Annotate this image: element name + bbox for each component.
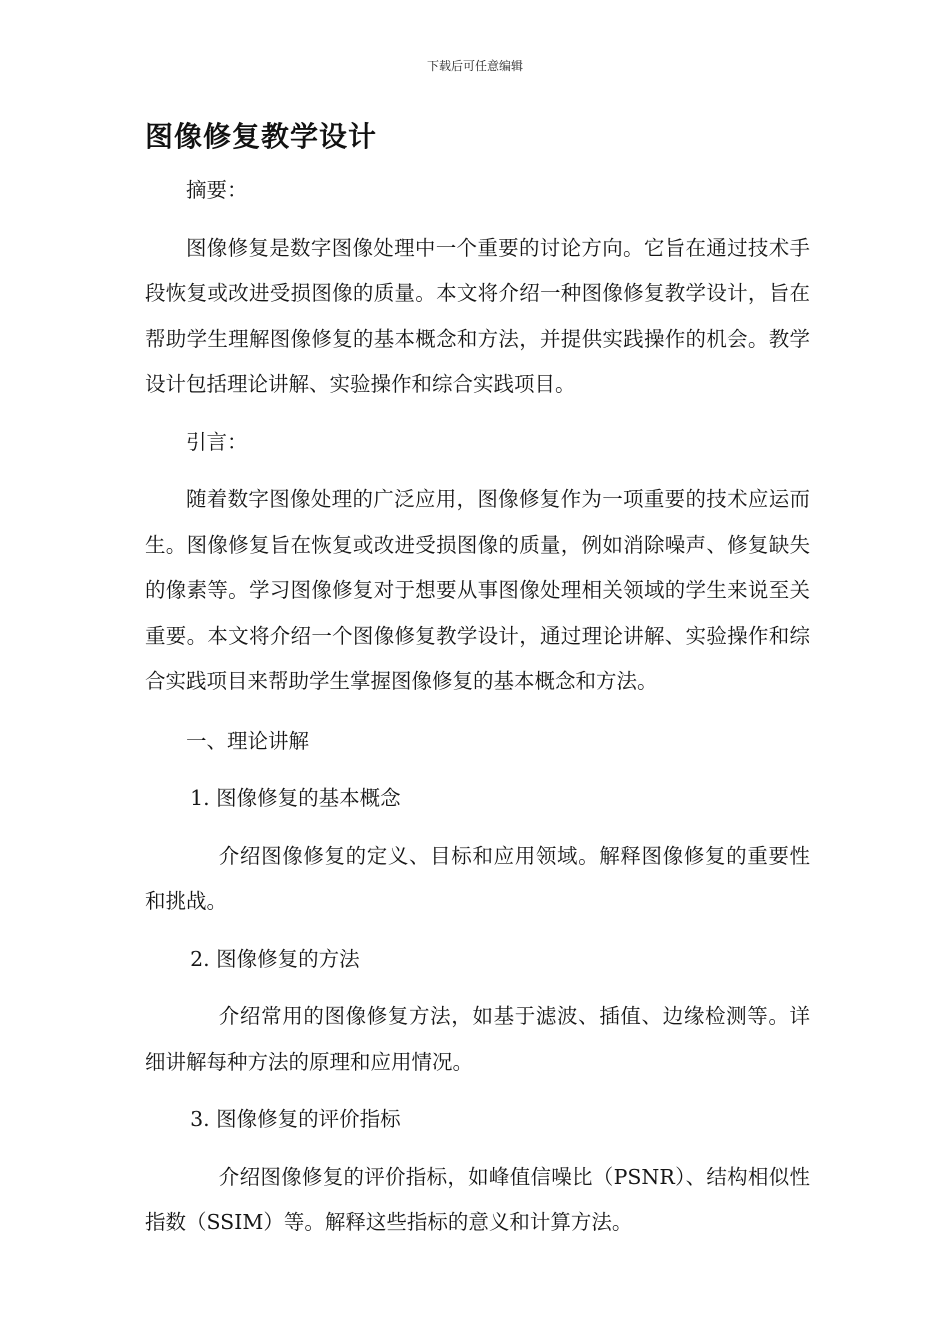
subsection-paragraph-1: 介绍图像修复的定义、目标和应用领域。解释图像修复的重要性和挑战。 (145, 843, 810, 913)
intro-paragraph: 随着数字图像处理的广泛应用，图像修复作为一项重要的技术应运而生。图像修复旨在恢复或改进受损图像的质量，例如消除噪声、修复缺失的像素等。学习图像修复对于想要从事图像处理相关领域的学生来说至关重要。本文将介绍一个图像修复教学设计，通过理论讲解、实验操作和综合实践项目来帮助学生掌握图像修复的基本概念和方法。 (145, 487, 810, 693)
subsection-paragraph-3: 介绍图像修复的评价指标，如峰值信噪比（PSNR）、结构相似性指数（SSIM）等。解释这些指标的意义和计算方法。 (145, 1164, 810, 1234)
abstract-paragraph: 图像修复是数字图像处理中一个重要的讨论方向。它旨在通过技术手段恢复或改进受损图像的质量。本文将介绍一种图像修复教学设计，旨在帮助学生理解图像修复的基本概念和方法，并提供实践操作的机会。教学设计包括理论讲解、实验操作和综合实践项目。 (145, 235, 810, 396)
abstract-label: 摘要： (186, 178, 248, 202)
document-body (145, 168, 810, 1246)
subsection-title-3: 3. 图像修复的评价指标 (190, 1107, 401, 1131)
page-header: 下载后可任意编辑 (426, 59, 523, 73)
intro-label: 引言： (186, 429, 248, 454)
subsection-paragraph-2: 介绍常用的图像修复方法，如基于滤波、插值、边缘检测等。详细讲解每种方法的原理和应用情况。 (145, 1004, 810, 1074)
subsection-title-1: 1. 图像修复的基本概念 (190, 786, 401, 810)
document-title: 图像修复教学设计 (145, 120, 378, 153)
subsection-title-2: 2. 图像修复的方法 (190, 946, 360, 971)
section-heading: 一、理论讲解 (186, 728, 309, 753)
